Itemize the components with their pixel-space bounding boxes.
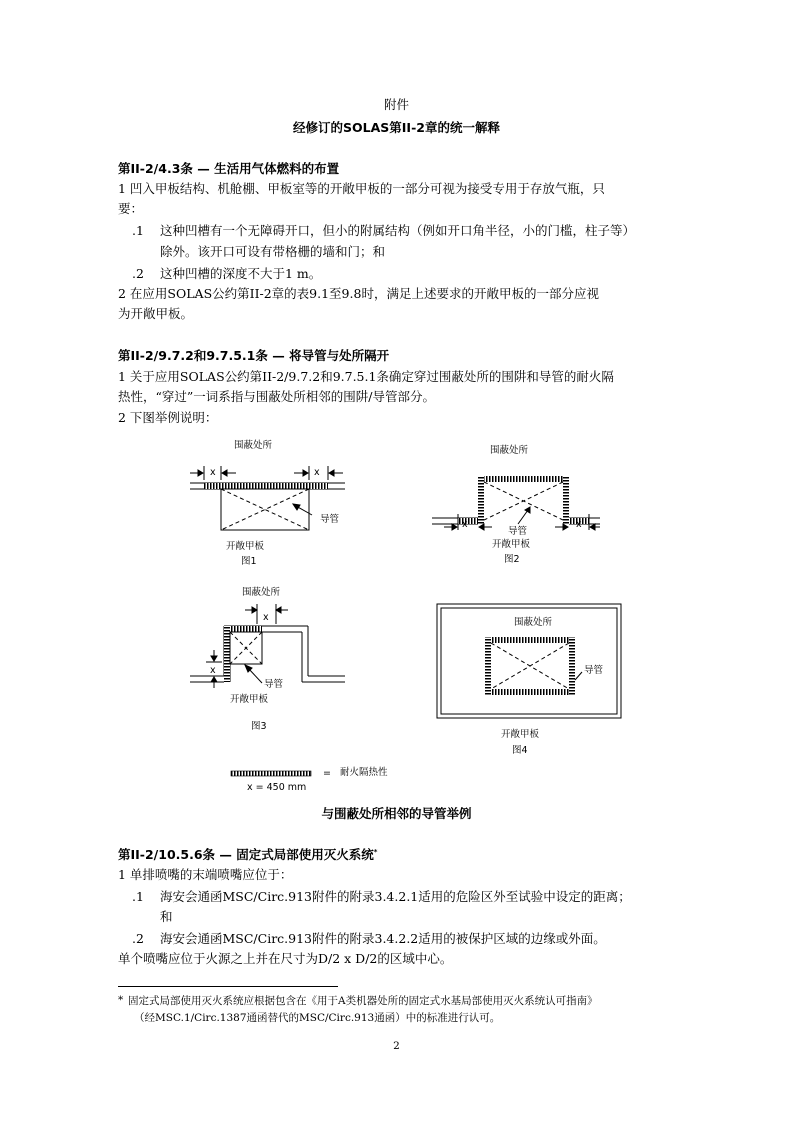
paragraph-line: 热性，“穿过”一词系指与围蔽处所相邻的围阱/导管部分。 — [118, 389, 435, 404]
paragraph-line: 要： — [118, 201, 144, 216]
fig4-duct-label: 导管 — [584, 665, 604, 676]
fig3-x-label: x — [263, 612, 269, 623]
fig1-enclosed-label: 围蔽处所 — [234, 440, 273, 451]
fig3-caption: 图3 — [251, 721, 267, 732]
legend-symbol — [231, 771, 311, 776]
paragraph-line: 单个喷嘴应位于火源之上并在尺寸为D/2 x D/2的区域中心。 — [118, 951, 453, 966]
fig2-duct-label: 导管 — [508, 526, 528, 537]
legend-equals: = — [323, 768, 331, 779]
footnote-divider — [118, 986, 338, 987]
paragraph-line: 1 凹入甲板结构、机舱棚、甲板室等的开敞甲板的一部分可视为接受专用于存放气瓶，只 — [118, 181, 605, 196]
fig3-deck-label: 开敞甲板 — [230, 694, 269, 705]
fig3-duct-label: 导管 — [264, 679, 284, 690]
fig4-deck-label: 开敞甲板 — [501, 729, 540, 740]
legend-text: 耐火隔热性 — [340, 767, 388, 778]
fig2-caption: 图2 — [504, 554, 520, 565]
fig4-caption: 图4 — [512, 745, 528, 756]
footnote-line: 固定式局部使用灭火系统应根据包含在《用于A类机器处所的固定式水基局部使用灭火系统认可指南》 — [128, 995, 598, 1007]
list-number: .1 — [132, 889, 144, 904]
list-item: 海安会通函MSC/Circ.913附件的附录3.4.2.1适用的危险区外至试验中设定的距离； — [160, 889, 631, 904]
paragraph-line: 2 下图举例说明： — [118, 410, 218, 425]
fig1-caption: 图1 — [241, 556, 257, 567]
fig2-x-label: x — [576, 519, 582, 530]
fig1-x-label: x — [314, 467, 320, 478]
section-heading — [118, 849, 377, 862]
paragraph-line: 1 单排喷嘴的末端喷嘴应位于： — [118, 867, 293, 882]
fig1-duct-label: 导管 — [320, 514, 340, 525]
list-number: .2 — [132, 266, 144, 281]
fig3-x-label: x — [210, 665, 216, 676]
paragraph-line: 2 在应用SOLAS公约第II-2章的表9.1至9.8时，满足上述要求的开敞甲板的一部分应视 — [118, 286, 599, 301]
list-number: .1 — [132, 223, 144, 238]
list-item: 和 — [160, 909, 173, 924]
fig1-x-label: x — [210, 467, 216, 478]
figure-2 — [432, 476, 600, 530]
page-number: 2 — [393, 1040, 400, 1052]
paragraph-line: 为开敞甲板。 — [118, 306, 194, 321]
list-item: 除外。该开口可设有带格栅的墙和门；和 — [160, 244, 386, 259]
footnote-ref: * — [373, 848, 378, 856]
section-heading: 第II-2/9.7.2和9.7.5.1条 — 将导管与处所隔开 — [118, 348, 390, 363]
fig4-enclosed-label: 围蔽处所 — [514, 617, 553, 628]
list-item: 海安会通函MSC/Circ.913附件的附录3.4.2.2适用的被保护区域的边缘或外面。 — [160, 931, 606, 946]
fig2-enclosed-label: 围蔽处所 — [490, 445, 529, 456]
figure-caption: 与围蔽处所相邻的导管举例 — [321, 806, 472, 821]
section-heading-text: 第II-2/10.5.6条 — 固定式局部使用灭火系统 — [118, 847, 374, 863]
fig3-enclosed-label: 围蔽处所 — [242, 587, 281, 598]
fig2-deck-label: 开敞甲板 — [492, 539, 531, 550]
section-heading: 第II-2/4.3条 — 生活用气体燃料的布置 — [118, 161, 340, 176]
list-item: 这种凹槽有一个无障碍开口，但小的附属结构（例如开口角半径，小的门槛，柱子等） — [160, 223, 636, 238]
fig1-deck-label: 开敞甲板 — [226, 541, 265, 552]
list-item: 这种凹槽的深度不大于1 m。 — [160, 266, 322, 281]
legend-x-value: x = 450 mm — [247, 782, 307, 793]
footnote-mark: * — [118, 994, 124, 1006]
annex-label: 附件 — [383, 97, 409, 112]
list-number: .2 — [132, 931, 144, 946]
footnote-line: （经MSC.1/Circ.1387通函替代的MSC/Circ.913通函）中的标准进行认可。 — [134, 1012, 501, 1024]
paragraph-line: 1 关于应用SOLAS公约第II-2/9.7.2和9.7.5.1条确定穿过围蔽处所的围阱和导管的耐火隔 — [118, 369, 614, 384]
fig2-x-label: x — [462, 519, 468, 530]
page-title: 经修订的SOLAS第II-2章的统一解释 — [293, 120, 500, 135]
